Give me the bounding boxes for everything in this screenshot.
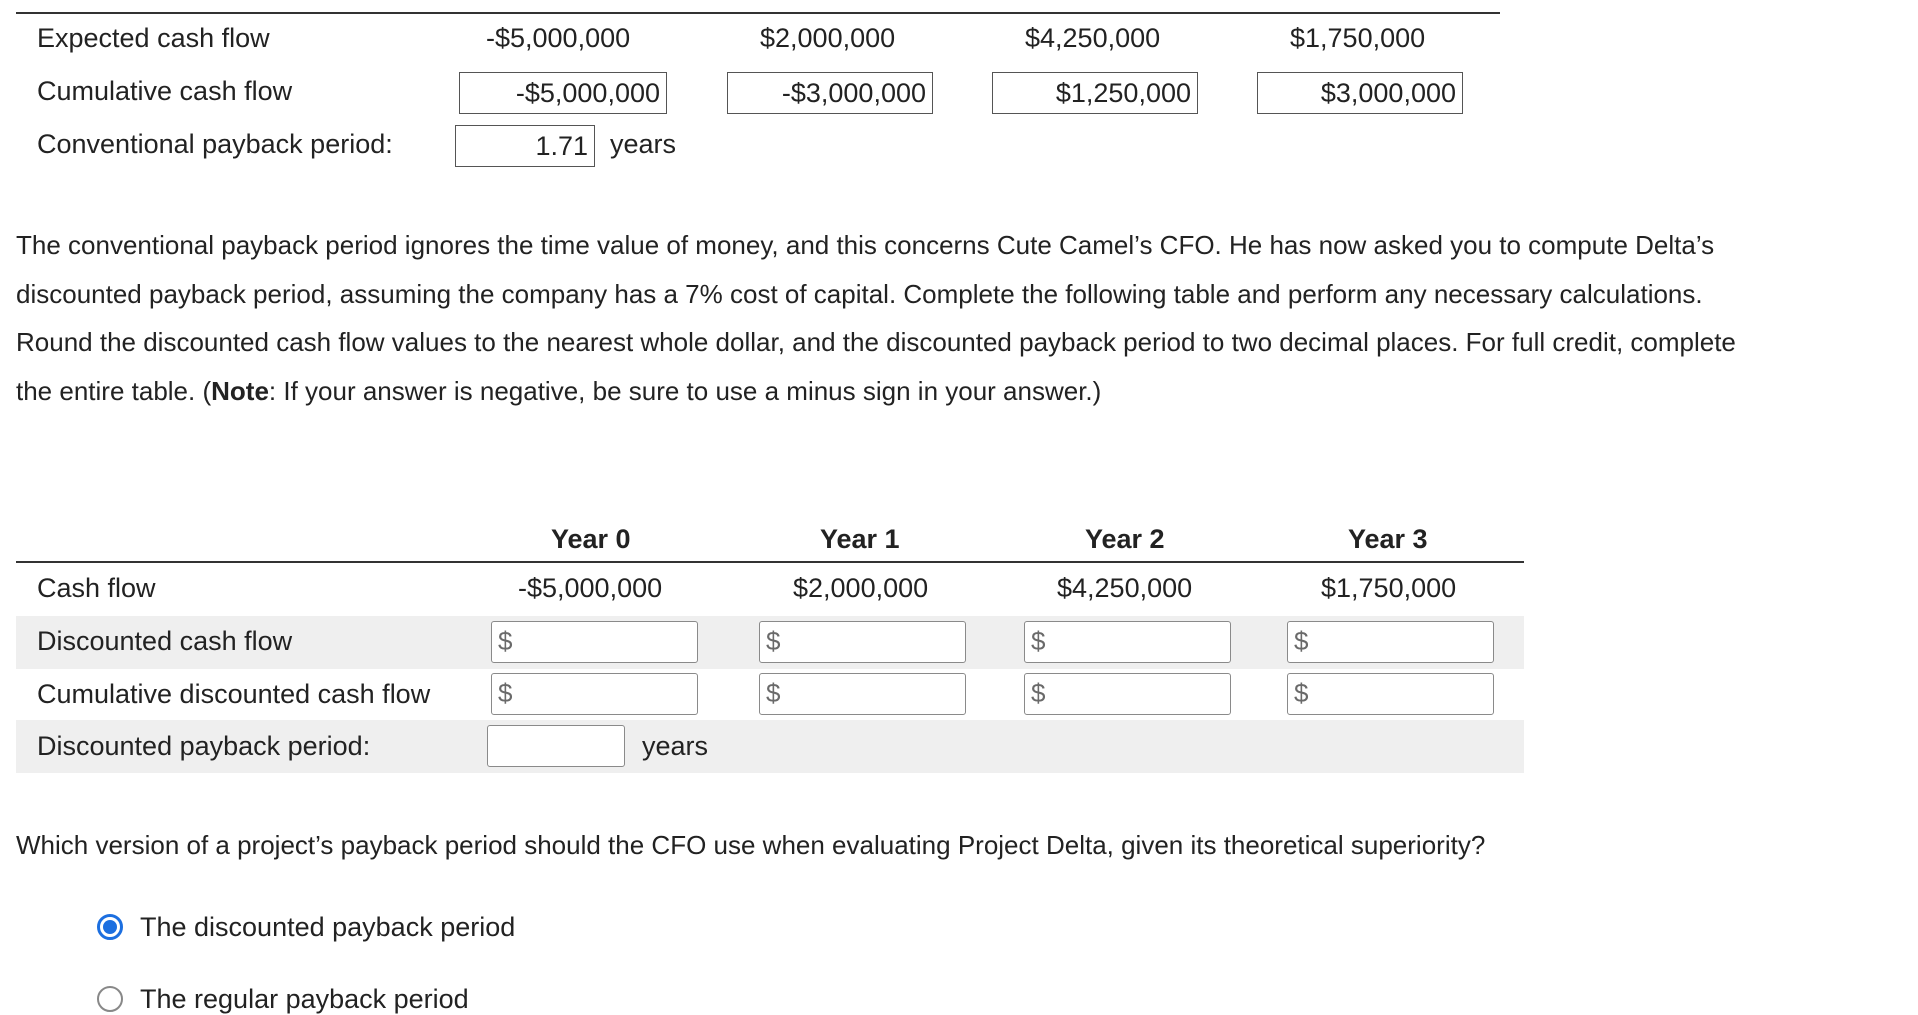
dollar-sign: $ [766, 626, 781, 656]
instruction-line-1: The conventional payback period ignores the time value of money, and this concerns Cute Camel’s CFO. He has now asked you to compute Delta’s [16, 230, 1715, 260]
conventional-payback-label: Conventional payback period: [37, 129, 393, 159]
question-text: Which version of a project’s payback period should the CFO use when evaluating Project Delta, given its theoretical superiority? [16, 830, 1486, 860]
dollar-sign: $ [498, 626, 513, 656]
note-prefix: the entire table. ( [16, 376, 212, 406]
option-discounted-radio[interactable] [97, 914, 123, 940]
discounted-year3-input[interactable] [1287, 621, 1494, 663]
discounted-year0-input[interactable] [491, 621, 698, 663]
cumulative-discounted-label: Cumulative discounted cash flow [37, 679, 431, 709]
cash-flow-year2: $4,250,000 [1057, 573, 1193, 603]
year0-header: Year 0 [551, 524, 631, 554]
table1-top-rule [16, 12, 1500, 14]
instruction-line-4 [16, 367, 1896, 416]
year3-header: Year 3 [1348, 524, 1428, 554]
conventional-payback-unit: years [610, 129, 677, 159]
cash-flow-label: Cash flow [37, 573, 156, 603]
discounted-payback-label: Discounted payback period: [37, 731, 371, 761]
expected-year0-value: -$5,000,000 [486, 23, 631, 53]
discounted-payback-input[interactable] [487, 725, 625, 767]
table2-header-rule [16, 561, 1524, 563]
expected-year3-value: $1,750,000 [1290, 23, 1426, 53]
discounted-cash-flow-label: Discounted cash flow [37, 626, 293, 656]
conventional-payback-field[interactable]: 1.71 [455, 125, 595, 167]
cumulative-discounted-year2-input[interactable] [1024, 673, 1231, 715]
year1-header: Year 1 [820, 524, 900, 554]
dollar-sign: $ [766, 678, 781, 708]
cumulative-discounted-year1-input[interactable] [759, 673, 966, 715]
note-bold: Note [211, 376, 269, 406]
expected-cash-flow-label: Expected cash flow [37, 23, 270, 53]
instruction-line-3: Round the discounted cash flow values to the nearest whole dollar, and the discounted payback period to two decimal places. For full credit, complete [16, 327, 1736, 357]
dollar-sign: $ [1031, 678, 1046, 708]
cumulative-discounted-year3-input[interactable] [1287, 673, 1494, 715]
expected-year2-value: $4,250,000 [1025, 23, 1161, 53]
dollar-sign: $ [498, 678, 513, 708]
cumulative-year0-field[interactable]: -$5,000,000 [459, 72, 667, 114]
cumulative-discounted-year0-input[interactable] [491, 673, 698, 715]
discounted-year1-input[interactable] [759, 621, 966, 663]
cash-flow-year0: -$5,000,000 [518, 573, 663, 603]
cash-flow-year3: $1,750,000 [1321, 573, 1457, 603]
dollar-sign: $ [1294, 678, 1309, 708]
cumulative-year1-field[interactable]: -$3,000,000 [727, 72, 933, 114]
dollar-sign: $ [1031, 626, 1046, 656]
discounted-payback-unit: years [642, 731, 709, 761]
cumulative-cash-flow-label: Cumulative cash flow [37, 76, 293, 106]
year2-header: Year 2 [1085, 524, 1165, 554]
cash-flow-year1: $2,000,000 [793, 573, 929, 603]
option-regular-label[interactable]: The regular payback period [140, 984, 469, 1014]
option-discounted-label[interactable]: The discounted payback period [140, 912, 516, 942]
cumulative-year3-field[interactable]: $3,000,000 [1257, 72, 1463, 114]
instruction-line-2: discounted payback period, assuming the company has a 7% cost of capital. Complete the following table and perform any necessary calculations. [16, 279, 1703, 309]
cumulative-year2-field[interactable]: $1,250,000 [992, 72, 1198, 114]
discounted-year2-input[interactable] [1024, 621, 1231, 663]
note-suffix: : If your answer is negative, be sure to use a minus sign in your answer.) [268, 376, 1102, 406]
expected-year1-value: $2,000,000 [760, 23, 896, 53]
dollar-sign: $ [1294, 626, 1309, 656]
option-regular-radio[interactable] [97, 986, 123, 1012]
